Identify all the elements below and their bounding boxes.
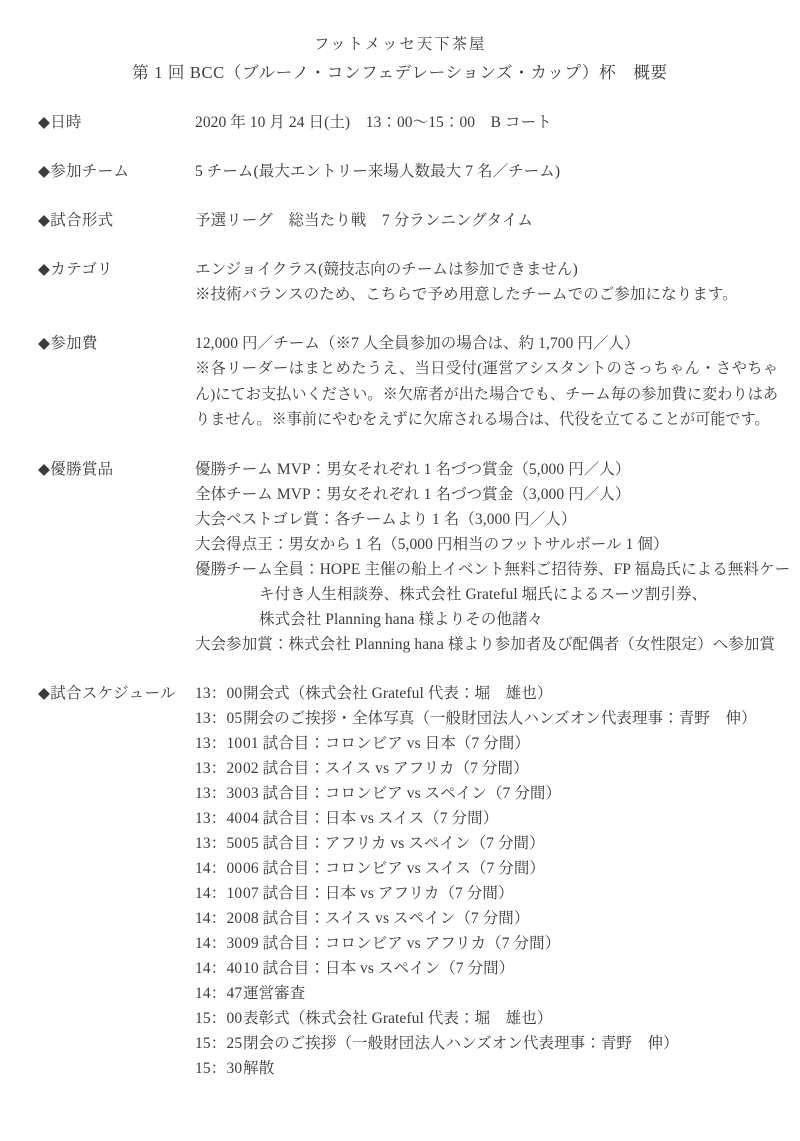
schedule-time: 13：00 xyxy=(195,684,243,702)
prize-line: 全体チーム MVP：男女それぞれ 1 名づつ賞金（3,000 円／人） xyxy=(195,485,631,503)
prize-line: 大会ベストゴレ賞：各チームより 1 名（3,000 円／人） xyxy=(195,510,577,528)
document-title-block xyxy=(0,0,800,86)
schedule-event: 03 試合目：コロンビア vs スペイン（7 分間） xyxy=(243,784,562,802)
section-body-schedule xyxy=(195,681,778,1081)
schedule-row xyxy=(195,781,778,806)
schedule-row xyxy=(195,856,778,881)
schedule-time: 14：00 xyxy=(195,859,243,877)
schedule-event: 閉会のご挨拶（一般財団法人ハンズオン代表理事：青野 伸） xyxy=(243,1034,679,1052)
fee-notes-paragraph: ※各リーダーはまとめたうえ、当日受付(運営アシスタントのさっちゃん・さやちゃん)にてお支払いください。※欠席者が出た場合でも、チーム毎の参加費に変わりはありません。※事前にやむをえずに欠席される場合は、代役を立てることが可能です。 xyxy=(195,360,778,429)
schedule-time: 13：30 xyxy=(195,784,243,802)
schedule-time: 14：20 xyxy=(195,909,243,927)
schedule-row xyxy=(195,706,778,731)
schedule-row xyxy=(195,831,778,856)
schedule-list xyxy=(195,681,778,1081)
section-body-fee xyxy=(195,331,778,433)
schedule-event: 05 試合目：アフリカ vs スペイン（7 分間） xyxy=(243,834,545,852)
section-fee xyxy=(38,331,778,433)
section-teams xyxy=(38,159,778,184)
schedule-row xyxy=(195,806,778,831)
schedule-event: 08 試合目：スイス vs スペイン（7 分間） xyxy=(243,909,530,927)
schedule-event: 06 試合目：コロンビア vs スイス（7 分間） xyxy=(243,859,546,877)
schedule-time: 15：00 xyxy=(195,1009,243,1027)
schedule-time: 15：25 xyxy=(195,1034,243,1052)
schedule-event: 01 試合目：コロンビア vs 日本（7 分間） xyxy=(243,734,530,752)
prize-line: 優勝チーム全員：HOPE 主催の船上イベント無料ご招待券、FP 福島氏による無料ケー xyxy=(195,560,791,578)
section-label-schedule: ◆試合スケジュール xyxy=(38,684,176,702)
section-label-teams: ◆参加チーム xyxy=(38,163,130,181)
schedule-time: 14：47 xyxy=(195,984,243,1002)
schedule-event: 09 試合目：コロンビア vs アフリカ（7 分間） xyxy=(243,934,561,952)
section-format xyxy=(38,208,778,233)
section-datetime xyxy=(38,110,778,135)
schedule-event: 運営審査 xyxy=(243,984,306,1002)
section-body-datetime xyxy=(195,110,778,135)
schedule-event: 開会のご挨拶・全体写真（一般財団法人ハンズオン代表理事：青野 伸） xyxy=(243,709,757,727)
category-line-2: ※技術バランスのため、こちらで予め用意したチームでのご参加になります。 xyxy=(195,286,738,304)
prize-line: 株式会社 Planning hana 様よりその他諸々 xyxy=(259,610,544,628)
schedule-time: 14：30 xyxy=(195,934,243,952)
format-line: 予選リーグ 総当たり戦 7 分ランニングタイム xyxy=(195,212,533,230)
schedule-time: 15：30 xyxy=(195,1059,243,1077)
schedule-row xyxy=(195,1056,778,1081)
schedule-event: 解散 xyxy=(243,1059,275,1077)
schedule-time: 13：10 xyxy=(195,734,243,752)
section-body-category xyxy=(195,257,778,307)
prize-line: 大会参加賞：株式会社 Planning hana 様より参加者及び配偶者（女性限定）へ参加賞 xyxy=(195,635,776,653)
sections-container xyxy=(0,110,800,1081)
venue-title: フットメッセ天下茶屋 xyxy=(313,36,487,53)
schedule-event: 02 試合目：スイス vs アフリカ（7 分間） xyxy=(243,759,529,777)
section-label-category: ◆カテゴリ xyxy=(38,261,113,279)
prize-line: 大会得点王：男女から 1 名（5,000 円相当のフットサルボール 1 個） xyxy=(195,535,669,553)
section-schedule xyxy=(38,681,778,1081)
schedule-time: 14：10 xyxy=(195,884,243,902)
schedule-row xyxy=(195,931,778,956)
schedule-row xyxy=(195,1031,778,1056)
schedule-row xyxy=(195,1006,778,1031)
section-label-datetime: ◆日時 xyxy=(38,114,82,132)
schedule-time: 14：40 xyxy=(195,959,243,977)
prize-line: キ付き人生相談券、株式会社 Grateful 堀氏によるスーツ割引券、 xyxy=(259,585,708,603)
section-category xyxy=(38,257,778,307)
category-line-1: エンジョイクラス(競技志向のチームは参加できません) xyxy=(195,261,578,279)
prize-line: 優勝チーム MVP：男女それぞれ 1 名づつ賞金（5,000 円／人） xyxy=(195,460,631,478)
section-label-prizes: ◆優勝賞品 xyxy=(38,460,114,478)
schedule-time: 13：20 xyxy=(195,759,243,777)
schedule-row xyxy=(195,956,778,981)
event-title: 第 1 回 BCC（ブルーノ・コンフェデレーションズ・カップ）杯 概要 xyxy=(132,63,668,83)
schedule-time: 13：40 xyxy=(195,809,243,827)
section-prizes xyxy=(38,457,791,657)
schedule-time: 13：50 xyxy=(195,834,243,852)
fee-primary-line: 12,000 円／チーム（※7 人全員参加の場合は、約 1,700 円／人） xyxy=(195,335,640,353)
schedule-event: 開会式（株式会社 Grateful 代表：堀 雄也） xyxy=(243,684,553,702)
schedule-row xyxy=(195,731,778,756)
schedule-event: 04 試合目：日本 vs スイス（7 分間） xyxy=(243,809,499,827)
schedule-row xyxy=(195,881,778,906)
datetime-line: 2020 年 10 月 24 日(土) 13：00〜15：00 B コート xyxy=(195,114,552,132)
schedule-row xyxy=(195,981,778,1006)
schedule-row xyxy=(195,906,778,931)
schedule-event: 07 試合目：日本 vs アフリカ（7 分間） xyxy=(243,884,514,902)
schedule-row xyxy=(195,681,778,706)
section-body-prizes xyxy=(195,457,791,657)
schedule-row xyxy=(195,756,778,781)
section-body-teams xyxy=(195,159,778,184)
teams-line: 5 チーム(最大エントリー来場人数最大 7 名／チーム) xyxy=(195,163,561,181)
schedule-time: 13：05 xyxy=(195,709,243,727)
schedule-event: 10 試合目：日本 vs スペイン（7 分間） xyxy=(243,959,515,977)
section-label-format: ◆試合形式 xyxy=(38,212,114,230)
schedule-event: 表彰式（株式会社 Grateful 代表：堀 雄也） xyxy=(243,1009,553,1027)
section-body-format xyxy=(195,208,778,233)
section-label-fee: ◆参加費 xyxy=(38,335,98,353)
